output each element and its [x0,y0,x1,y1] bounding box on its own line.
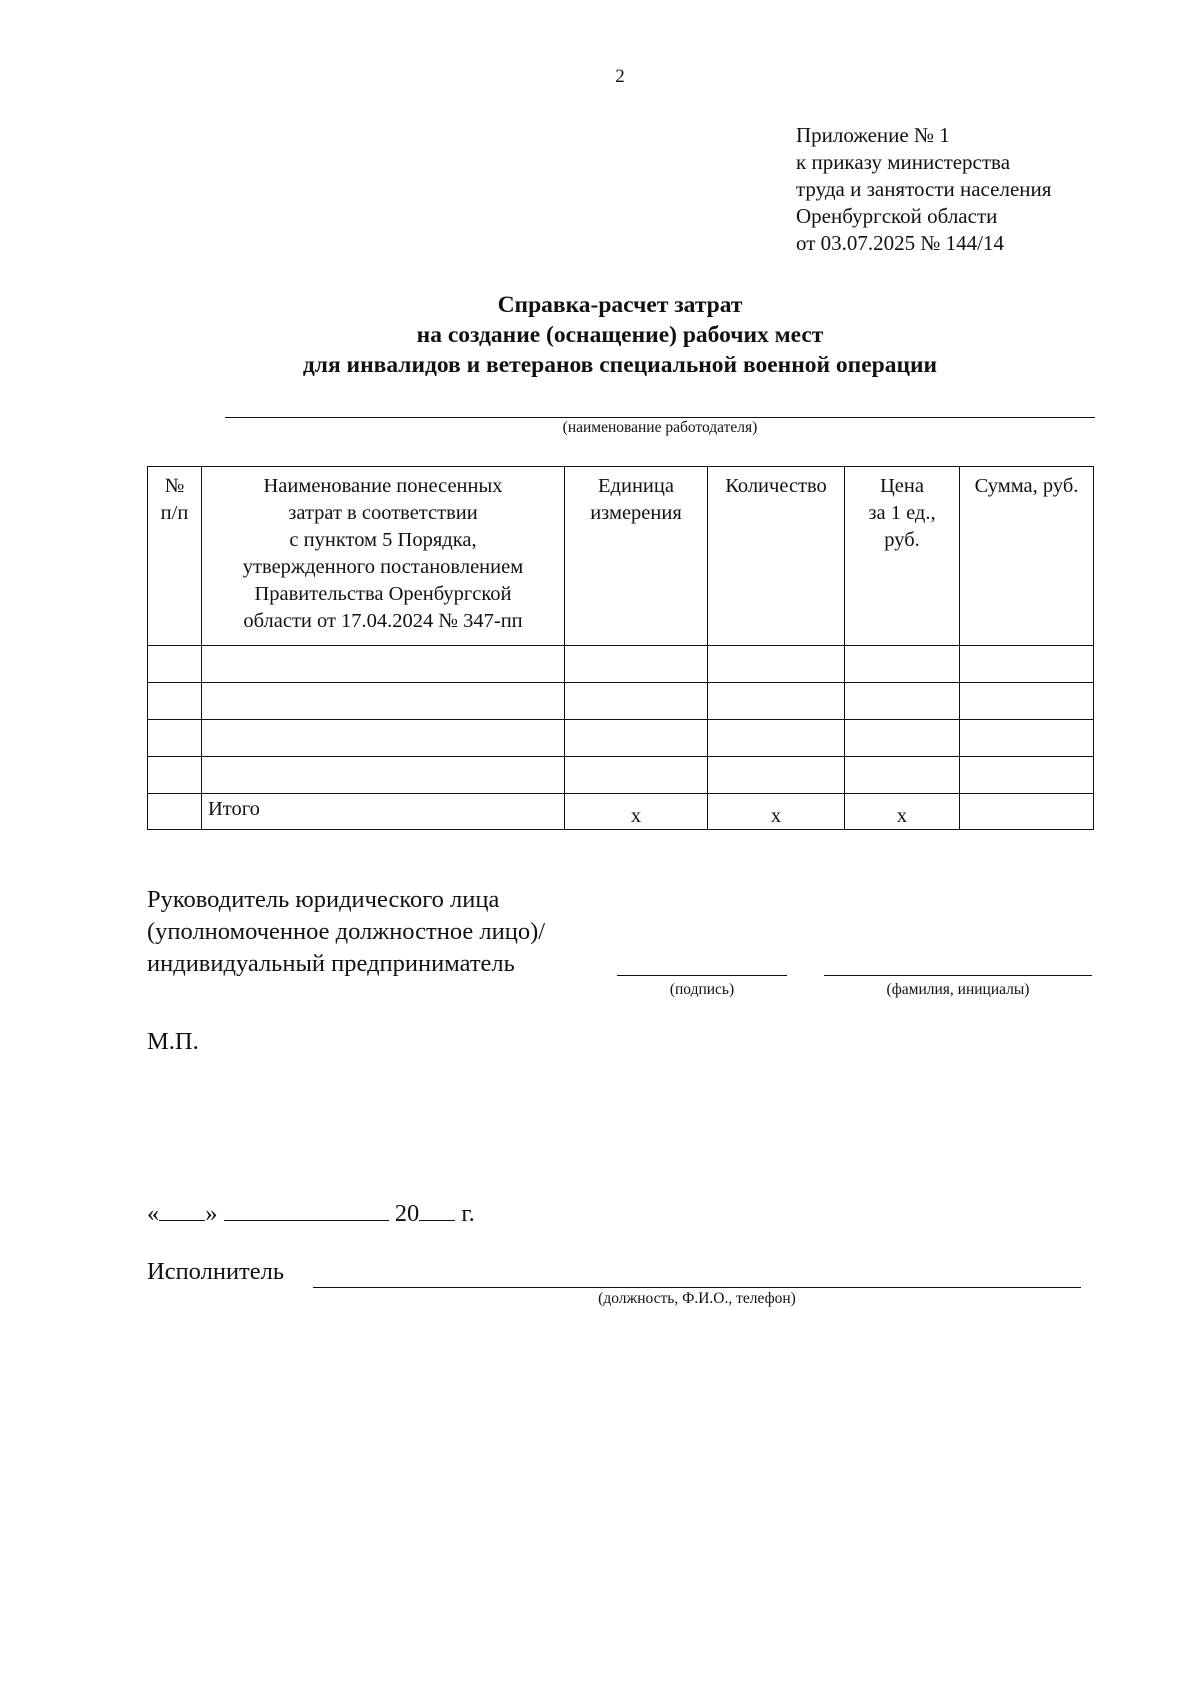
table-cell[interactable] [565,720,708,757]
table-cell[interactable] [148,720,202,757]
table-cell[interactable] [845,646,960,683]
column-header-price: Цена за 1 ед., руб. [845,467,960,646]
appendix-line: Оренбургской области [796,204,998,228]
employer-name-line [225,417,1095,418]
table-row [148,720,1094,757]
executor-label: Исполнитель [147,1258,285,1285]
executor-caption: (должность, Ф.И.О., телефон) [598,1290,796,1307]
total-label: Итого [202,794,565,830]
table-cell[interactable] [960,757,1094,794]
table-row [148,683,1094,720]
appendix-line: к приказу министерства [796,150,1011,174]
title-line: для инвалидов и ветеранов специальной военной операции [302,352,938,378]
name-initials-caption: (фамилия, инициалы) [886,981,1030,998]
table-cell[interactable] [960,720,1094,757]
table-cell[interactable] [148,757,202,794]
costs-table [147,466,1094,830]
table-header-row [148,467,1094,646]
signature-line[interactable] [617,975,787,976]
table-cell[interactable] [708,646,845,683]
table-cell[interactable] [845,720,960,757]
total-price-x: х [845,794,960,830]
table-row [148,646,1094,683]
table-cell[interactable] [202,683,565,720]
table-cell[interactable] [708,757,845,794]
signatory-line: (уполномоченное должностное лицо)/ [147,918,546,945]
column-header-sum: Сумма, руб. [960,467,1094,646]
year-prefix: 20 [394,1200,420,1227]
appendix-line: Приложение № 1 [796,123,950,147]
column-header-number: № п/п [148,467,202,646]
table-cell [148,794,202,830]
appendix-block [796,122,1051,257]
table-cell[interactable] [845,757,960,794]
stamp-place: М.П. [147,1028,199,1055]
table-cell[interactable] [202,646,565,683]
table-row [148,757,1094,794]
date-field [147,1198,475,1228]
total-sum-cell[interactable] [960,794,1094,830]
day-blank[interactable] [159,1198,205,1221]
table-cell[interactable] [565,683,708,720]
page-number: 2 [615,66,625,87]
table-cell[interactable] [148,646,202,683]
year-suffix: г. [461,1200,475,1227]
column-header-cost-name: Наименование понесенных затрат в соответствии с пунктом 5 Порядка, утвержденного постановлением Правительства Оренбургской области от 17.04.2024 № 347-пп [202,467,565,646]
table-cell[interactable] [708,720,845,757]
column-header-unit: Единица измерения [565,467,708,646]
close-quote: » [205,1200,218,1227]
appendix-line: от 03.07.2025 № 144/14 [796,231,1005,255]
total-quantity-x: х [708,794,845,830]
table-cell[interactable] [708,683,845,720]
appendix-line: труда и занятости населения [796,177,1052,201]
month-blank[interactable] [224,1198,389,1221]
signature-caption: (подпись) [669,981,735,998]
title-line: на создание (оснащение) рабочих мест [416,322,824,348]
signatory-line: Руководитель юридического лица [147,886,500,913]
table-cell[interactable] [148,683,202,720]
table-cell[interactable] [202,757,565,794]
table-cell[interactable] [845,683,960,720]
table-cell[interactable] [960,683,1094,720]
signatory-block [147,884,545,980]
executor-line[interactable] [313,1287,1081,1288]
employer-caption: (наименование работодателя) [562,419,758,436]
open-quote: « [147,1200,160,1227]
column-header-quantity: Количество [708,467,845,646]
table-cell[interactable] [565,646,708,683]
table-cell[interactable] [202,720,565,757]
table-cell[interactable] [565,757,708,794]
document-title [0,290,1200,380]
year-blank[interactable] [419,1198,455,1221]
table-cell[interactable] [960,646,1094,683]
table-total-row [148,794,1094,830]
total-unit-x: х [565,794,708,830]
signatory-line: индивидуальный предприниматель [147,950,515,977]
title-line: Справка-расчет затрат [497,292,743,318]
name-initials-line[interactable] [824,975,1092,976]
